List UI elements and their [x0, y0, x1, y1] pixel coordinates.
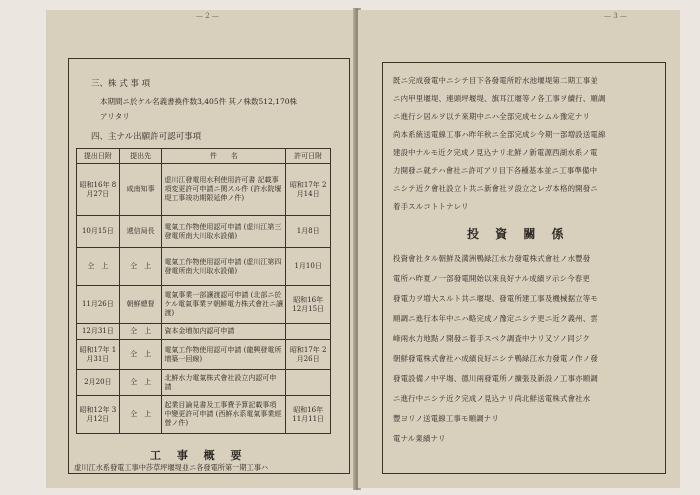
body-line: ニシテ近ク會社設立ト共ニ新會社ヲ設立之レガ本格的開發ニ [393, 184, 598, 193]
cell-submit-date: 2月20日 [77, 370, 120, 396]
body-line: 電ナル業績ナリ [393, 434, 446, 443]
cell-submitted-to: 仝 上 [119, 396, 162, 434]
cell-permit-date: 1月10日 [286, 248, 331, 286]
section-permits-heading: 四、主ナル出願許可認可事項 [91, 132, 202, 142]
cell-permit-date: 昭和17年 2月14日 [286, 164, 331, 216]
body-line: 建設中ナルモ近ク完成ノ見込ナリ北鮮ノ新電源西湖水系ノ電 [393, 148, 598, 157]
body-line: 電所ハ昨夏ノ一部發電開始以來良好ナル成績ヲ示シ今春更 [393, 274, 590, 283]
cell-submitted-to: 仝 上 [119, 370, 162, 396]
permits-table [76, 148, 331, 434]
body-line: 既ニ完成發電中ニシテ目下各發電所貯水池堰堤第二期工事並 [393, 76, 598, 85]
stock-line-2: アリタリ [100, 112, 130, 121]
cell-submit-date: 昭和12年 3月12日 [77, 396, 120, 434]
body-line: 豐ヨリノ送電線工事モ順調ナリ [393, 414, 499, 423]
body-line: 發電設備ノ中平塲、德川兩發電所ノ擴張及新設ノ工事亦順調 [393, 374, 598, 383]
body-line: ニ内甲里堰堤、連頭坪堰堤、旗耳江堰等ノ各工事ヲ續行、順調 [393, 94, 606, 103]
cell-item: 起業目論見書及工事費予算記載事項中變更許可申請 (西鮮水系電氣事業經營ノ件) [162, 396, 286, 434]
table-row [77, 324, 331, 340]
cell-permit-date: 1月8日 [286, 216, 331, 248]
body-line: 着手スルコトトナレリ [393, 202, 469, 211]
right-page [358, 10, 680, 488]
header-permit-date: 許可日附 [286, 149, 331, 164]
table-header-row [77, 149, 331, 164]
body-line: ニ進行中ニシテ近ク完成ノ見込ナリ尚北鮮送電株式會社水 [393, 394, 591, 403]
body-line: 順調ニ進行本年中ニハ略完成ノ豫定ニシテ更ニ近ク義州、雲 [393, 314, 598, 323]
table-row [77, 248, 331, 286]
cell-submit-date: 11月26日 [77, 286, 120, 324]
cell-item: 電氣工作物使用認可申請 (龍興發電所增築一回線) [162, 340, 286, 370]
header-submit-date: 提出日附 [77, 149, 120, 164]
stock-line-1: 本期間ニ於ケル名義書換件数3,405件 其ノ株数512,170株 [100, 97, 297, 106]
body-line: 尚本系統送電線工事ハ昨年秋ニ全部完成シ今期一部増設送電線 [393, 130, 606, 139]
cell-submitted-to: 咸南知事 [119, 164, 162, 216]
left-page-number: — 2 — [196, 12, 219, 20]
left-page [46, 10, 356, 488]
table-row [77, 286, 331, 324]
cell-submitted-to: 仝 上 [119, 324, 162, 340]
cell-submitted-to: 遞信局長 [119, 216, 162, 248]
table-row [77, 396, 331, 434]
section-stock-heading: 三、株 式 事 項 [91, 79, 151, 89]
right-page-frame [382, 62, 666, 474]
cell-submit-date: 仝 上 [77, 248, 120, 286]
body-line: 朝鮮發電株式會社ハ成績良好ニシテ鴨緑江水力發電ノ作ノ發 [393, 354, 598, 363]
cell-submit-date: 昭和17年 1月31日 [77, 340, 120, 370]
header-item: 件 名 [162, 149, 286, 164]
body-line: 投資會社タル朝鮮及満洲鴨緑江水力發電株式會社ノ水豐發 [393, 254, 591, 263]
cell-permit-date: 昭和16年 11月11日 [286, 396, 331, 434]
cell-submitted-to: 朝鮮總督 [119, 286, 162, 324]
construction-overview-line: 虚川江水系發電工事中莎草坪堰堤並ニ各發電所第一期工事ハ [74, 463, 269, 472]
table-row [77, 164, 331, 216]
cell-submit-date: 12月31日 [77, 324, 120, 340]
construction-overview-heading: 工 事 概 要 [150, 449, 248, 462]
cell-submitted-to: 仝 上 [119, 248, 162, 286]
header-submitted-to: 提出先 [119, 149, 162, 164]
table-row [77, 216, 331, 248]
cell-item: 虚川江發電用水利使用許可書 記載事項変更許可申請ニ関スル件 (許水院堰堤工事竣功期限延伸ノ件) [162, 164, 286, 216]
cell-permit-date [286, 324, 331, 340]
cell-submit-date: 昭和16年 8月27日 [77, 164, 120, 216]
cell-item: 電氣事業一部讓渡認可申請 (北部ニ於ケル電氣事業ヲ朝鮮電力株式會社ニ讓渡) [162, 286, 286, 324]
right-page-number: — 3 — [604, 12, 627, 20]
cell-submitted-to: 仝 上 [119, 340, 162, 370]
body-line: 力開發ニ就テハ會社ニ許可アリ目下各種基本並ニ工事準備中 [393, 166, 598, 175]
table-row [77, 340, 331, 370]
cell-permit-date: 昭和16年 12月15日 [286, 286, 331, 324]
cell-item: 北鮮水力電氣株式會社設立内認可申請 [162, 370, 286, 396]
cell-item: 資本金増加内認可申請 [162, 324, 286, 340]
cell-submit-date: 10月15日 [77, 216, 120, 248]
investment-heading: 投 資 關 係 [467, 227, 570, 241]
cell-permit-date: 昭和17年 2月26日 [286, 340, 331, 370]
body-line: 峰兩水力地點ノ開發ニ着手スベク調査中ナリ又ソノ同ジク [393, 334, 590, 343]
cell-item: 電氣工作物使用認可申請 (虚川江第三發電所南大川取水設備) [162, 216, 286, 248]
body-line: ニ進行シ居ルヲ以テ來期中ニハ全部完成セシムル豫定ナリ [393, 112, 591, 121]
table-row [77, 370, 331, 396]
body-line: 發電力ヲ増大スルト共ニ堰堤、發電所建工事及機械据立等モ [393, 294, 598, 303]
cell-permit-date [286, 370, 331, 396]
cell-item: 電氣工作物使用認可申請 (虚川江第四發電所南大川取水設備) [162, 248, 286, 286]
